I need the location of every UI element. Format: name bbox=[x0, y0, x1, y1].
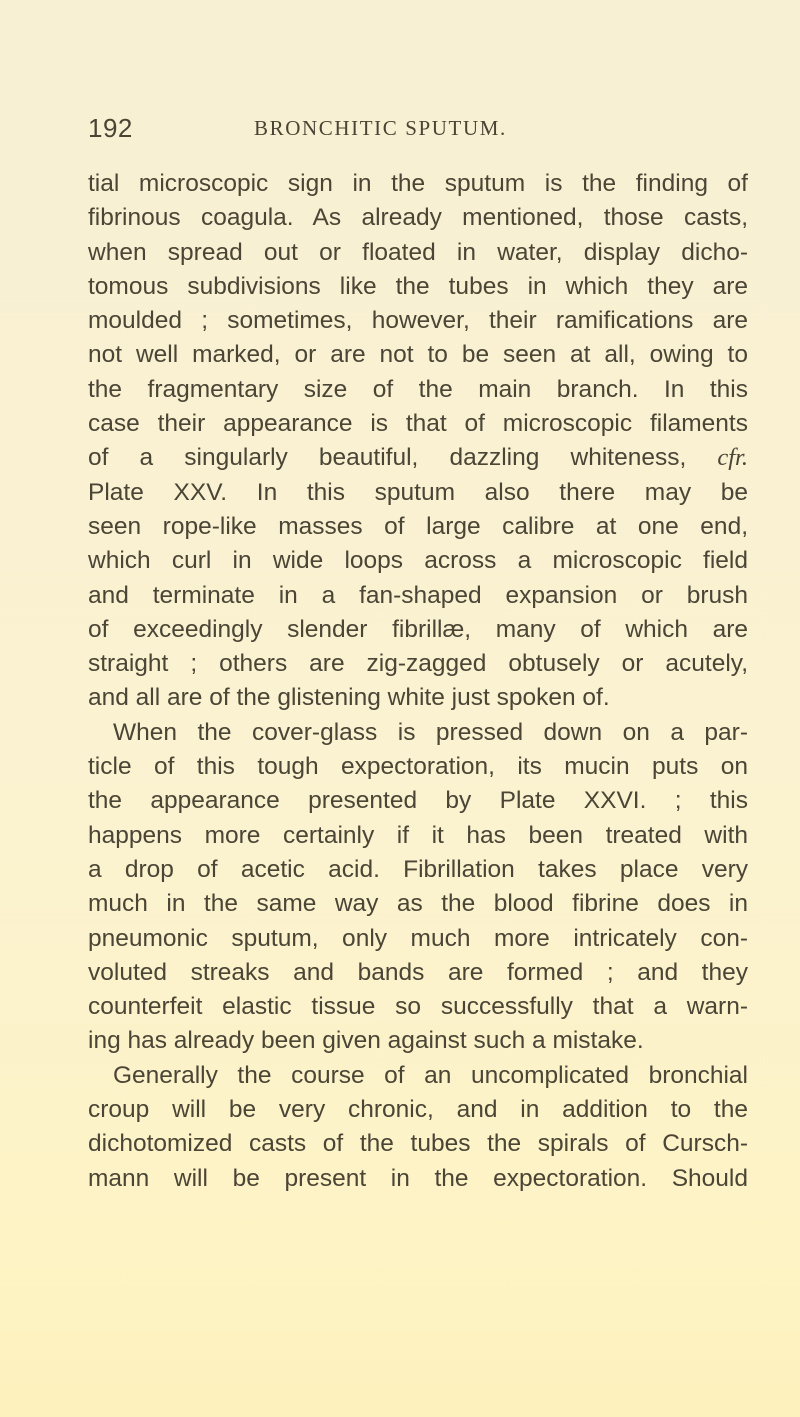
page-number: 192 bbox=[88, 113, 133, 143]
text-line: counterfeit elastic tissue so successfully that a warn- bbox=[88, 993, 748, 1021]
text-line: straight ; others are zig-zagged obtusely or acutely, bbox=[88, 650, 748, 678]
text-line: croup will be very chronic, and in addition to the bbox=[88, 1096, 748, 1124]
text-line: When the cover-glass is pressed down on a par- bbox=[113, 718, 748, 746]
italic-abbreviation: cfr. bbox=[717, 444, 748, 472]
text-line: case their appearance is that of microscopic filaments bbox=[88, 410, 748, 438]
running-head: BRONCHITIC SPUTUM. bbox=[254, 116, 507, 140]
text-line: pneumonic sputum, only much more intricately con- bbox=[88, 924, 748, 952]
text-line: of exceedingly slender fibrillæ, many of which are bbox=[88, 615, 748, 643]
text-line: a drop of acetic acid. Fibrillation takes place very bbox=[88, 855, 748, 883]
text-line: Plate XXV. In this sputum also there may be bbox=[88, 478, 748, 506]
text-line: tial microscopic sign in the sputum is the finding of bbox=[88, 170, 748, 197]
text-line: and terminate in a fan-shaped expansion or brush bbox=[88, 581, 748, 609]
text-line: when spread out or floated in water, display dicho- bbox=[88, 238, 748, 266]
text-line: mann will be present in the expectoration. Should bbox=[88, 1164, 748, 1192]
text-line: ticle of this tough expectoration, its mucin puts on bbox=[88, 753, 748, 781]
text-line: the fragmentary size of the main branch. In this bbox=[88, 375, 748, 403]
text-line bbox=[88, 441, 748, 475]
text-line: not well marked, or are not to be seen at all, owing to bbox=[88, 341, 748, 369]
text-line: voluted streaks and bands are formed ; and they bbox=[88, 958, 748, 986]
text-line: happens more certainly if it has been treated with bbox=[88, 821, 748, 849]
text-line-segment: of a singularly beautiful, dazzling whiteness, bbox=[88, 444, 718, 472]
text-line: and all are of the glistening white just spoken of. bbox=[88, 684, 610, 712]
text-line: the appearance presented by Plate XXVI. ; this bbox=[88, 787, 748, 815]
text-line: moulded ; sometimes, however, their ramifications are bbox=[88, 307, 748, 335]
body-text bbox=[88, 167, 748, 1196]
text-line: Generally the course of an uncomplicated bronchial bbox=[113, 1061, 748, 1089]
text-line: ing has already been given against such a mistake. bbox=[88, 1027, 644, 1055]
text-line: tomous subdivisions like the tubes in which they are bbox=[88, 272, 748, 300]
text-line: dichotomized casts of the tubes the spirals of Cursch- bbox=[88, 1130, 748, 1158]
text-line: fibrinous coagula. As already mentioned, those casts, bbox=[88, 204, 748, 232]
text-line: which curl in wide loops across a microscopic field bbox=[88, 547, 748, 575]
page-header bbox=[88, 113, 748, 143]
text-line: seen rope-like masses of large calibre at one end, bbox=[88, 512, 748, 540]
text-line: much in the same way as the blood fibrine does in bbox=[88, 890, 748, 918]
